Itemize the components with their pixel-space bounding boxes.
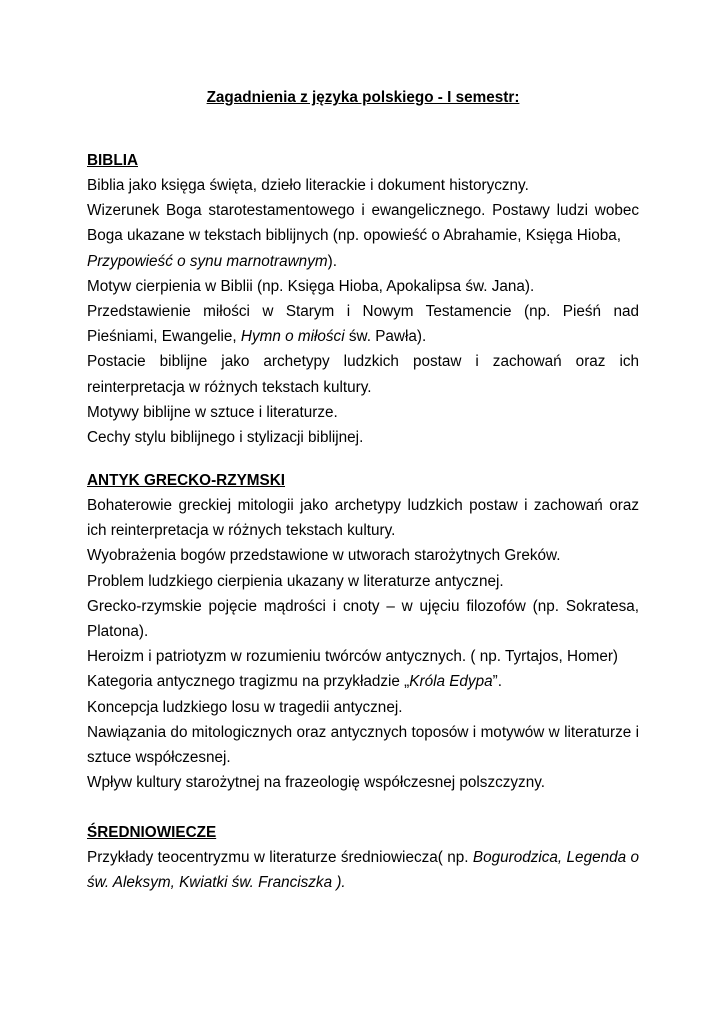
paragraph-text: św. Pawła). <box>344 328 427 346</box>
section-heading-biblia: BIBLIA <box>87 152 138 169</box>
paragraph: Koncepcja ludzkiego losu w tragedii antycznej. <box>87 698 403 716</box>
paragraph: Nawiązania do mitologicznych oraz antycznych toposów i motywów w literaturze i sztuce współczesnej. <box>87 723 639 767</box>
paragraph: Cechy stylu biblijnego i stylizacji biblijnej. <box>87 429 364 447</box>
paragraph-text: Przykłady teocentryzmu w literaturze średniowiecza( np. <box>87 849 473 866</box>
section-biblia <box>87 148 639 450</box>
italic-title: Przypowieść o synu marnotrawnym <box>87 252 328 270</box>
paragraph <box>87 845 639 895</box>
paragraph: Bohaterowie greckiej mitologii jako archetypy ludzkich postaw i zachowań oraz ich reinterpretacja w różnych tekstach kultury. <box>87 497 639 540</box>
paragraph: Grecko-rzymskie pojęcie mądrości i cnoty – w ujęciu filozofów (np. Sokratesa, Platona). <box>87 597 639 641</box>
paragraph: Heroizm i patriotyzm w rozumieniu twórców antycznych. ( np. Tyrtajos, Homer) <box>87 648 619 666</box>
paragraph-text: Przedstawienie miłości w Starym i Nowym Testamencie (np. Pieśń nad Pieśniami, Ewangelie, <box>87 303 639 346</box>
paragraph: Wyobrażenia bogów przedstawione w utworach starożytnych Greków. <box>87 547 561 565</box>
paragraph: Motywy biblijne w sztuce i literaturze. <box>87 403 338 421</box>
section-antyk <box>87 468 639 795</box>
paragraph: Problem ludzkiego cierpienia ukazany w literaturze antycznej. <box>87 572 504 590</box>
paragraph-text: ). <box>327 252 337 270</box>
paragraph: Biblia jako księga święta, dzieło literackie i dokument historyczny. <box>87 177 529 194</box>
italic-title: Króla Edypa <box>409 673 493 691</box>
paragraph <box>87 299 639 349</box>
paragraph <box>87 669 639 694</box>
paragraph: Motyw cierpienia w Biblii (np. Księga Hioba, Apokalipsa św. Jana). <box>87 277 535 295</box>
paragraph: Postacie biblijne jako archetypy ludzkich postaw i zachowań oraz ich reinterpretacja w różnych tekstach kultury. <box>87 353 639 396</box>
section-heading-sredniowiecze: ŚREDNIOWIECZE <box>87 824 217 841</box>
paragraph: Wpływ kultury starożytnej na frazeologię współczesnej polszczyzny. <box>87 774 545 792</box>
section-sredniowiecze <box>87 820 639 895</box>
section-heading-antyk: ANTYK GRECKO-RZYMSKI <box>87 472 286 489</box>
paragraph-text: Kategoria antycznego tragizmu na przykładzie „ <box>87 673 410 691</box>
paragraph <box>87 198 639 274</box>
paragraph-text: ”. <box>492 673 502 691</box>
italic-title: Hymn o miłości <box>240 328 345 346</box>
italic-title: Bogurodzica, Legenda o św. Aleksym, Kwiatki św. Franciszka ). <box>87 849 639 892</box>
paragraph-text: Wizerunek Boga starotestamentowego i ewangelicznego. Postawy ludzi wobec Boga ukazane w tekstach biblijnych (np. opowieść o Abrahamie, Księga Hioba, <box>87 202 639 245</box>
document-title: Zagadnienia z języka polskiego - I semestr: <box>206 89 520 106</box>
